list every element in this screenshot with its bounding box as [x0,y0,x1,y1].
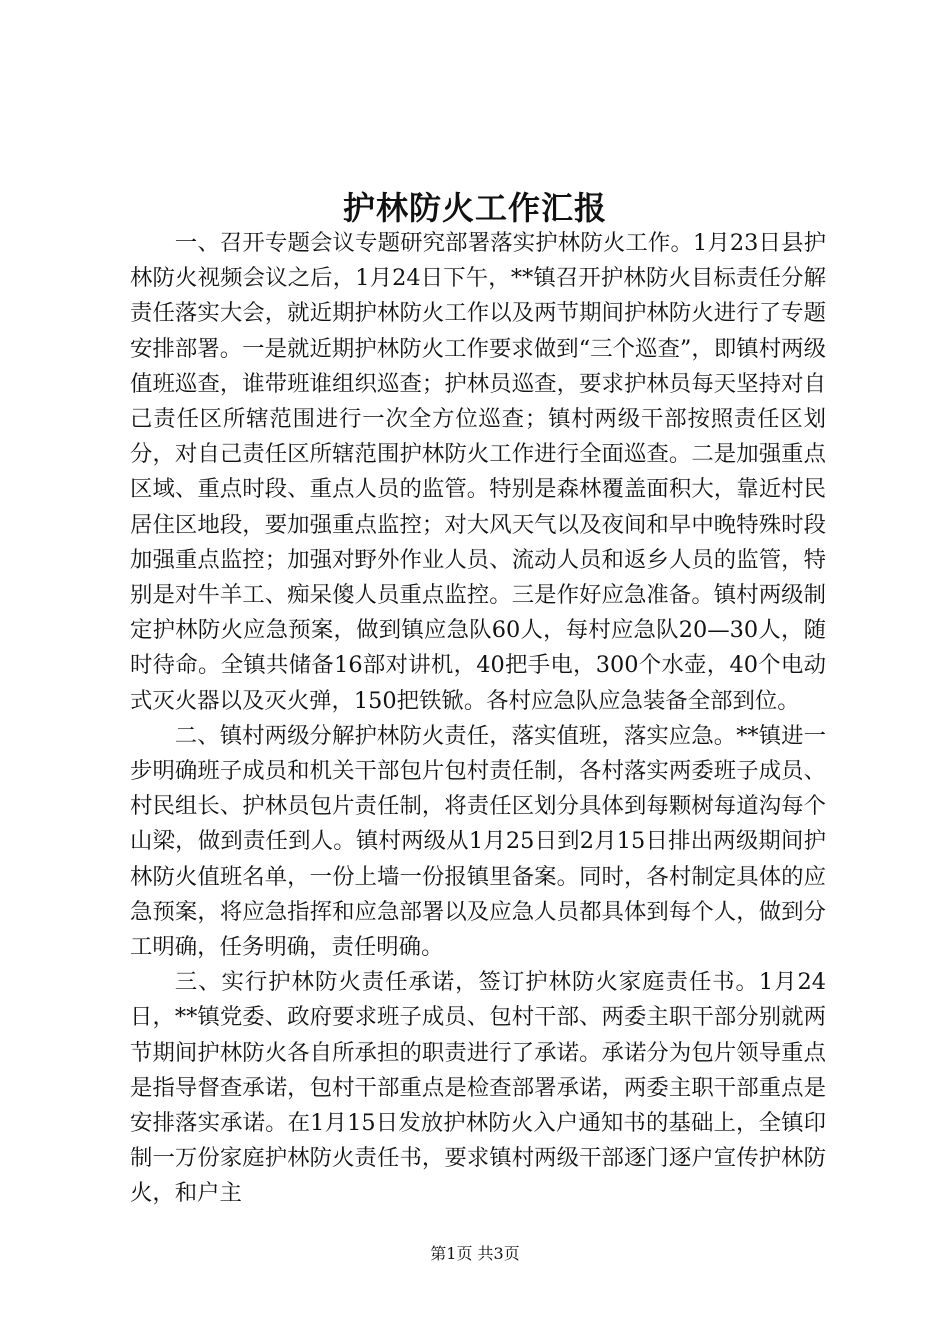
paragraph-3: 三、实行护林防火责任承诺，签订护林防火家庭责任书。1月24日，**镇党委、政府要求班子成员、包村干部、两委主职干部分别就两节期间护林防火各自所承担的职责进行了承诺。承诺分为包片领导重点是指导督查承诺，包村干部重点是检查部署承诺，两委主职干部重点是安排落实承诺。在1月15日发放护林防火入户通知书的基础上，全镇印制一万份家庭护林防火责任书，要求镇村两级干部逐门逐户宣传护林防火，和户主 [130,969,826,1207]
paragraph-1: 一、召开专题会议专题研究部署落实护林防火工作。1月23日县护林防火视频会议之后，1月24日下午，**镇召开护林防火目标责任分解责任落实大会，就近期护林防火工作以及两节期间护林防火进行了专题安排部署。一是就近期护林防火工作要求做到“三个巡查”，即镇村两级值班巡查，谁带班谁组织巡查；护林员巡查，要求护林员每天坚持对自己责任区所辖范围进行一次全方位巡查；镇村两级干部按照责任区划分，对自己责任区所辖范围护林防火工作进行全面巡查。二是加强重点区域、重点时段、重点人员的监管。特别是森林覆盖面积大，靠近村民居住区地段，要加强重点监控；对大风天气以及夜间和早中晚特殊时段加强重点监控；加强对野外作业人员、流动人员和返乡人员的监管，特别是对牛羊工、痴呆傻人员重点监控。三是作好应急准备。镇村两级制定护林防火应急预案，做到镇应急队60人，每村应急队20—30人，随时待命。全镇共储备16部对讲机，40把手电，300个水壶，40个电动式灭火器以及灭火弹，150把铁锨。各村应急队应急装备全部到位。 [130,230,826,714]
document-title: 护林防火工作汇报 [342,189,607,227]
document-body [130,226,826,1212]
page-number-footer: 第1页 共3页 [430,1244,520,1263]
paragraph-2: 二、镇村两级分解护林防火责任，落实值班，落实应急。**镇进一步明确班子成员和机关干部包片包村责任制，各村落实两委班子成员、村民组长、护林员包片责任制，将责任区划分具体到每颗树每道沟每个山梁，做到责任到人。镇村两级从1月25日到2月15日排出两级期间护林防火值班名单，一份上墙一份报镇里备案。同时，各村制定具体的应急预案，将应急指挥和应急部署以及应急人员都具体到每个人，做到分工明确，任务明确，责任明确。 [130,722,826,961]
